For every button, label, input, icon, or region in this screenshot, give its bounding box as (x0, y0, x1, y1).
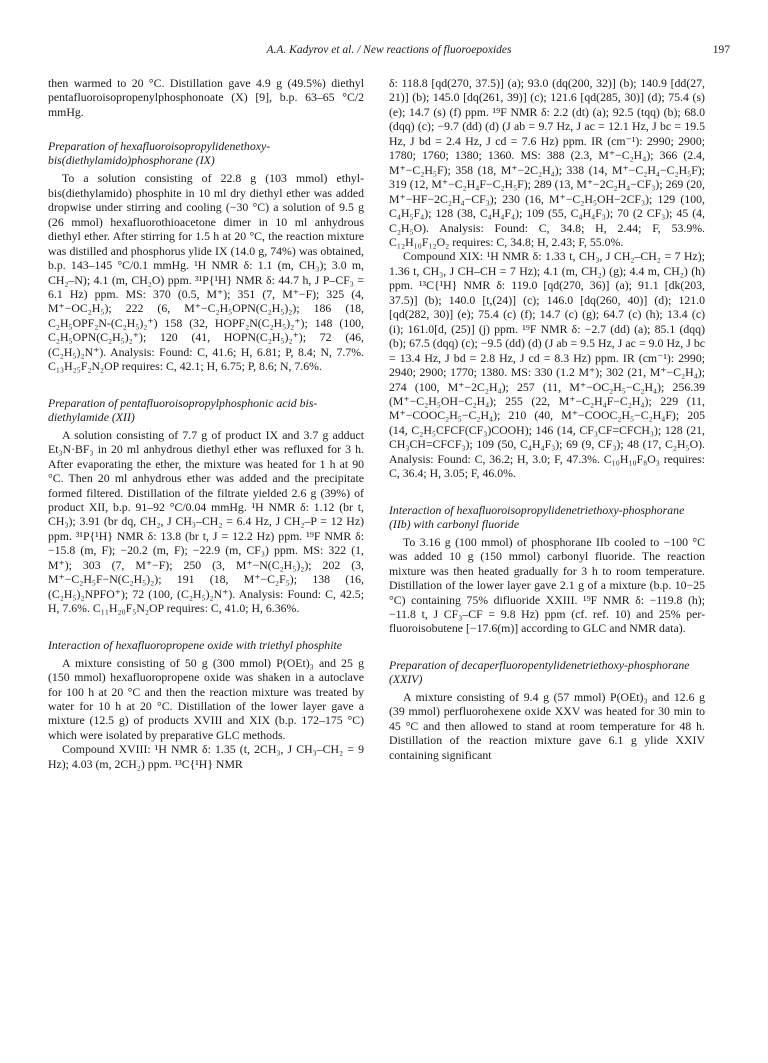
page-header (48, 44, 730, 60)
section-heading: Interaction of hexafluoropropene oxide with triethyl phosphite (48, 637, 342, 652)
section-heading: Preparation of pentafluoroisopropylphosphonic acid bis-diethylamide (XII) (48, 395, 318, 424)
paragraph: To 3.16 g (100 mmol) of phosphorane IIb cooled to −100 °C was added 10 g (150 mmol) carbonyl fluoride. The reaction mixture was then heated gradually for 3 h to room temperature. Distillation of the lower layer gave 2.1 g of a mixture (b.p. 10−25 °C) containing 75% difluoride XXIII. ¹⁹F NMR δ: −119.8 (h); −11.8 t, J CF₃–CF = 9.8 Hz) ppm (cf. ref. 10) and 25% per-fluoroisobutene [−17.6(m)] according to GLC and NMR data). (389, 534, 705, 636)
paragraph: δ: 118.8 [qd(270, 37.5)] (a); 93.0 (dq(200, 32)] (b); 140.9 [dd(27, 21)] (b); 145.0 [dq(261, 39)] (c); 121.6 [qd(285, 30)] (d); 75.4 (s) (e); 14.7 (s) (f) ppm. ¹⁹F NMR δ: 2.2 (dt) (a); 92.5 (tqq) (b); 68.0 (dqq) (c); −9.7 (dd) (d) (J ab = 9.7 Hz, J ac = 12.1 Hz, J bc = 19.5 Hz, J bd = 2.4 Hz, J cd = 7.6 Hz) ppm. IR (cm⁻¹): 2990; 2900; 1780; 1760; 1380; 1360. MS: 388 (2.3, M⁺−C₂H₄); 366 (2.4, M⁺−C₂H₅F); 358 (18, M⁺−2C₂H₄); 338 (14, M⁺−C₂H₄−C₂H₅F); 319 (12, M⁺−C₂H₄F−C₂H₅F); 289 (13, M⁺−2C₂H₄−CF₃); 269 (20, M⁺−HF−2C₂H₄−CF₃); 230 (16, M⁺−C₂H₅OH−2CF₃); 129 (100, C₄H₅F₄); 128 (38, C₄H₄F₄); 109 (55, C₄H₄F₃); 70 (2 CF₃); 45 (4, C₂H₅O). Analysis: Found: C, 34.8; H, 2.44; F, 53.9%. C₁₂H₁₀F₁₂O₂ requires: C, 34.8; H, 2.43; F, 55.0%. (389, 76, 705, 249)
paragraph: Compound XIX: ¹H NMR δ: 1.33 t, CH₃, J CH₂–CH₂ = 7 Hz); 1.36 t, CH₃, J CH–CH = 7 Hz); 4.1 (m, CH₂) (g); 4.4 m, CH₂) (h) ppm. ¹³C{¹H} NMR δ: 119.0 [qd(270, 36)] (a); 91.1 [dk(203, 37.5)] (b); 140.0 [t,(24)] (c); 146.0 [dq(260, 40)] (d); 121.0 [qd(282, 30)] (e); 75.4 (c) (f); 14.7 (c) (g); 64.7 (c) (h); 13.4 (c) (i); 161.0[d, (25)] (j) ppm. ¹⁹F NMR δ: −2.7 (dd) (a); 85.1 (dqq) (b); 67.5 (dqq) (c); −9.5 (dd) (d) (J ab = 9.5 Hz, J ac = 9.0 Hz, J bc = 13.4 Hz, J bd = 2.8 Hz, J cd = 8.3 Hz) ppm. IR (cm⁻¹): 2990; 2940; 2900; 1770; 1380. MS: 330 (1.2 M⁺); 302 (21, M⁺−C₂H₄); 274 (100, M⁺−2C₂H₄); 257 (11, M⁺−OC₂H₅−C₂H₄); 256.39 (M⁺−C₂H₅OH−C₂H₄); 255 (22, M⁺−C₂H₄F−C₂H₄); 229 (11, M⁺−COOC₂H₅−C₂H₄); 210 (40, M⁺−COOC₂H₅−C₂H₄F); 205 (14, C₂H₅CFCF(CF₃)COOH); 146 (14, CF₃CF=CFCH₃); 128 (21, CH₃CH=CFCF₃); 109 (50, C₄H₄F₃); 69 (9, CF₃); 48 (17, C₂H₅O). Analysis: Found: C, 36.2; H, 3.0; F, 47.3%. C₁₀H₁₀F₈O₃ requires: C, 36.4; H, 3.05; F, 46.0%. (389, 249, 705, 481)
paragraph: A solution consisting of 7.7 g of product IX and 3.7 g adduct Et₃N·BF₃ in 20 ml anhydrous diethyl ether was refluxed for 3 h. After evaporating the ether, the mixture was heated for 1 h at 90 °C. Then 20 ml anhydrous ether was added and the precipitate formed filtered. Distillation of the filtrate yielded 2.6 g (39%) of product XII, b.p. 91–92 °C/0.04 mmHg. ¹H NMR δ: 1.12 (br t, CH₃); 3.91 (br dq, CH₂, J CH₃–CH₂ = 6.4 Hz, J CH₂–P = 12 Hz) ppm. ³¹P{¹H} NMR δ: 13.8 (br t, J = 12.2 Hz) ppm. ¹⁹F NMR δ: −15.8 (m, F); −20.2 (m, F); −22.9 (m, CF₃) ppm. MS: 322 (1, M⁺); 303 (7, M⁺−F); 250 (3, M⁺−N(C₂H₅)₂); 202 (3, M⁺−C₂H₅F−N(C₂H₅)₂); 191 (18, M⁺−C₂F₅); 138 (16, (C₂H₅)₂NPFO⁺); 72 (100, (C₂H₅)₂N⁺). Analysis: Found: C, 42.5; H, 7.6%. C₁₁H₂₀F₅N₂OP requires: C, 41.0; H, 6.36%. (48, 427, 364, 616)
paragraph: A mixture consisting of 50 g (300 mmol) P(OEt)₃ and 25 g (150 mmol) hexafluoropropene oxide was shaken in a autoclave for 100 h at 20 °C and then the reaction mixture was treated by water for 10 h at 20 °C. Distillation of the lower layer gave a mixture (12.5 g) of products XVIII and XIX (b.p. 172–175 °C) which were isolated by preparative GLC methods. (48, 655, 364, 742)
right-column (389, 76, 705, 762)
paragraph: To a solution consisting of 22.8 g (103 mmol) ethyl-bis(diethylamido) phosphite in 10 ml dry diethyl ether was added dropwise under stirring and cooling (−30 °C) a solution of 9.5 g (26 mmol) hexafluorothioacetone dimer in 10 ml anhydrous diethyl ether. After stirring for 1.5 h at 20 °C, the reaction mixture was distilled and phosphorus ylide IX (14.0 g, 74%) was obtained, b.p. 143–145 °C/0.1 mmHg. ¹H NMR δ: 1.1 (m, CH₃); 3.0 m, CH₂–N); 4.1 (m, CH₂O) ppm. ³¹P{¹H} NMR δ: 44.7 h, J P–CF₃ = 6.1 Hz) ppm. MS: 370 (0.5, M⁺); 351 (7, M⁺−F); 325 (4, M⁺−OC₂H₅); 222 (6, M⁺−C₂H₅OPN(C₂H₅)₂); 186 (18, C₂H₅OPF₂N-(C₂H₅)₂⁺) 158 (32, HOPF₂N(C₂H₅)₂⁺); 148 (100, C₂H₅OPN(C₂H₅)₂⁺); 120 (41, HOPN(C₂H₅)₂⁺); 72 (46, (C₂H₅)₂N⁺). Analysis: Found: C, 41.6; H, 6.81; P, 8.4; N, 7.7%. C₁₃H₂₅F₂N₂OP requires: C, 42.1; H, 6.75; P, 8.6; N, 7.6%. (48, 171, 364, 374)
paragraph: then warmed to 20 °C. Distillation gave 4.9 g (49.5%) diethyl pentafluoroisopropenylphosphonoate (X) [9], b.p. 63–65 °C/2 mmHg. (48, 76, 364, 119)
section-heading: Interaction of hexafluoroisopropylidenetriethoxy-phosphorane (IIb) with carbonyl fluoride (389, 502, 685, 531)
paragraph: A mixture consisting of 9.4 g (57 mmol) P(OEt)₃ and 12.6 g (39 mmol) perfluorohexene oxide XXV was heated for 30 min to 45 °C and then allowed to stand at room temperature for 48 h. Distillation of the reaction mixture gave 6.1 g ylide XXIV containing significant (389, 689, 705, 762)
section-heading: Preparation of decaperfluoropentylidenetriethoxy-phosphorane (XXIV) (389, 657, 690, 686)
paragraph: Compound XVIII: ¹H NMR δ: 1.35 (t, 2CH₃, J CH₃–CH₂ = 9 Hz); 4.03 (m, 2CH₂) ppm. ¹³C{¹H} NMR (48, 742, 364, 771)
section-heading: Preparation of hexafluoroisopropylidenethoxy-bis(diethylamido)phosphorane (IX) (48, 139, 271, 168)
page-number: 197 (712, 44, 730, 56)
left-column (48, 76, 364, 771)
running-title: A.A. Kadyrov et al. / New reactions of fluoroepoxides (266, 44, 512, 56)
